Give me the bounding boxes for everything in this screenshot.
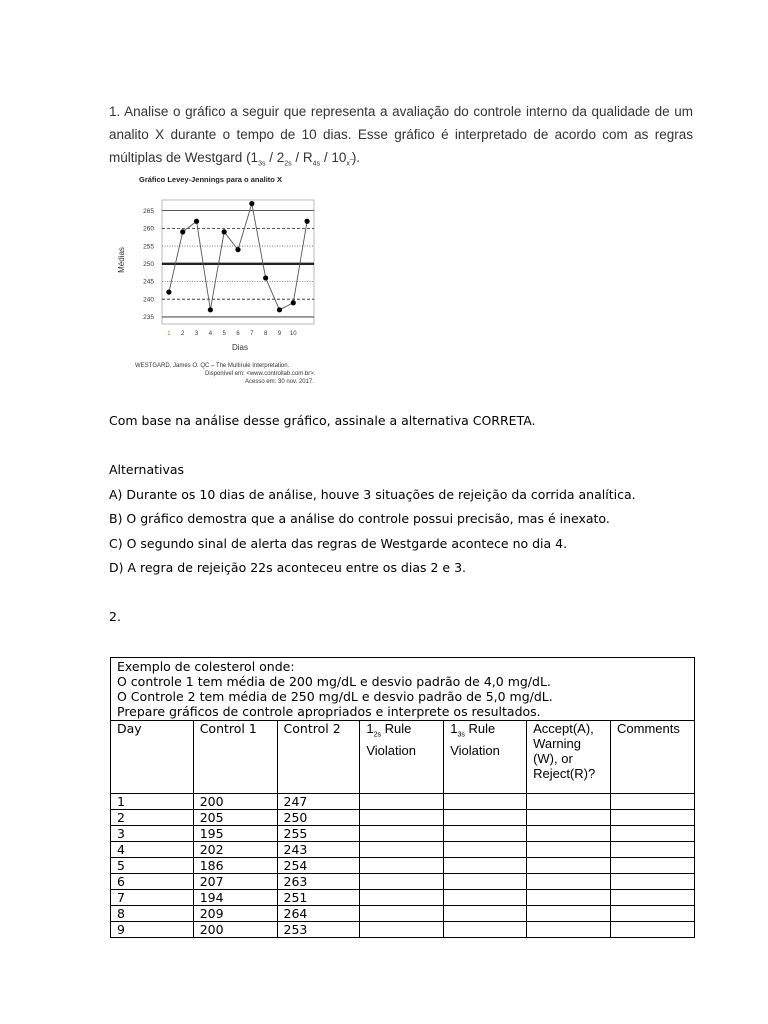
intro-line-4: Prepare gráficos de controle apropriados e interprete os resultados. [117, 704, 541, 719]
header-control-2: Control 2 [277, 721, 360, 794]
decision-cell[interactable] [527, 810, 611, 826]
decision-cell[interactable] [527, 874, 611, 890]
x-tick-label: 6 [236, 331, 240, 337]
day-cell: 5 [111, 858, 194, 874]
comments-cell[interactable] [611, 826, 695, 842]
data-point [263, 275, 268, 280]
table-row [111, 890, 695, 906]
day-cell: 2 [111, 810, 194, 826]
comments-cell[interactable] [611, 890, 695, 906]
control-1-cell: 207 [193, 874, 277, 890]
control-2-cell: 253 [277, 922, 360, 938]
control-1-cell: 200 [193, 794, 277, 810]
plot-frame [162, 200, 314, 324]
data-point [194, 219, 199, 224]
control-2-cell: 247 [277, 794, 360, 810]
comments-cell[interactable] [611, 858, 695, 874]
y-tick-label: 235 [143, 314, 154, 322]
data-point [277, 307, 282, 312]
decision-cell[interactable] [527, 922, 611, 938]
chart-source-line-2: Disponível em: <www.controllab.com.br>. [205, 371, 316, 377]
x-tick-label: 2 [181, 331, 185, 337]
x-tick-label: 3 [194, 331, 199, 337]
data-point [208, 307, 213, 312]
header-control-1: Control 1 [193, 721, 277, 794]
day-cell: 3 [111, 826, 194, 842]
chart-x-label: Dias [231, 343, 249, 352]
rule-1-2s-cell[interactable] [360, 922, 444, 938]
x-tick-label: 9 [277, 331, 282, 337]
day-cell: 7 [111, 890, 194, 906]
chart-y-label: Médias [117, 247, 126, 273]
control-1-cell: 205 [193, 810, 277, 826]
table-row [111, 858, 695, 874]
control-1-cell: 195 [193, 826, 277, 842]
control-1-cell: 200 [193, 922, 277, 938]
control-2-cell: 264 [277, 906, 360, 922]
decision-cell[interactable] [527, 842, 611, 858]
rule-1-2s-cell[interactable] [360, 842, 444, 858]
data-point [166, 290, 171, 295]
decision-cell[interactable] [527, 794, 611, 810]
chart-title: Gráfico Levey-Jennings para o analito X [139, 175, 282, 184]
header-accept-warning-reject: Accept(A), Warning (W), or Reject(R)? [527, 721, 611, 794]
control-2-cell: 250 [277, 810, 360, 826]
intro-line-2: O controle 1 tem média de 200 mg/dL e desvio padrão de 4,0 mg/dL. [117, 674, 551, 689]
y-tick-label: 260 [143, 225, 154, 233]
control-1-cell: 209 [193, 906, 277, 922]
comments-cell[interactable] [611, 906, 695, 922]
levey-jennings-chart [112, 170, 334, 390]
series-line [169, 204, 307, 310]
comments-cell[interactable] [611, 922, 695, 938]
control-2-cell: 263 [277, 874, 360, 890]
rule-1-3s-cell[interactable] [444, 890, 527, 906]
y-tick-label: 250 [143, 260, 154, 268]
table-row [111, 874, 695, 890]
header-1-3s-rule: $1_{3s}$ Rule Violation [444, 721, 527, 794]
data-point [291, 300, 296, 305]
x-tick-label: 1 [167, 331, 171, 337]
decision-cell[interactable] [527, 890, 611, 906]
table-row [111, 922, 695, 938]
day-cell: 8 [111, 906, 194, 922]
day-cell: 1 [111, 794, 194, 810]
decision-cell[interactable] [527, 826, 611, 842]
day-cell: 4 [111, 842, 194, 858]
question-prompt: Com base na análise desse gráfico, assinale a alternativa CORRETA. [109, 413, 536, 428]
alternative-c: C) O segundo sinal de alerta das regras de Westgarde acontece no dia 4. [109, 536, 568, 551]
rule-1-2s-cell[interactable] [360, 858, 444, 874]
rule-1-3s-cell[interactable] [444, 858, 527, 874]
chart-source-line-3: Acesso em: 30 nov. 2017. [245, 379, 314, 385]
alternative-d: D) A regra de rejeição 22s aconteceu entre os dias 2 e 3. [109, 560, 466, 575]
x-tick-label: 4 [208, 331, 213, 337]
question-2-label: 2. [109, 609, 121, 624]
x-tick-label: 7 [250, 331, 254, 337]
rule-1-2s-cell[interactable] [360, 826, 444, 842]
table-row [111, 826, 695, 842]
header-day: Day [111, 721, 194, 794]
table-row [111, 842, 695, 858]
table-intro [111, 658, 695, 721]
rule-1-2s-cell[interactable] [360, 874, 444, 890]
comments-cell[interactable] [611, 874, 695, 890]
y-tick-label: 240 [143, 296, 154, 304]
intro-line-3: O Controle 2 tem média de 250 mg/dL e desvio padrão de 5,0 mg/dL. [117, 689, 553, 704]
data-point [304, 219, 309, 224]
cholesterol-control-table [110, 657, 695, 938]
x-tick-label: 8 [263, 331, 268, 337]
rule-1-2s-cell[interactable] [360, 794, 444, 810]
comments-cell[interactable] [611, 794, 695, 810]
data-point [249, 201, 254, 206]
control-1-cell: 202 [193, 842, 277, 858]
control-2-cell: 254 [277, 858, 360, 874]
comments-cell[interactable] [611, 810, 695, 826]
comments-cell[interactable] [611, 842, 695, 858]
alternative-a: A) Durante os 10 dias de análise, houve 3 situações de rejeição da corrida analítica. [109, 487, 636, 502]
data-point [235, 247, 240, 252]
table-row [111, 810, 695, 826]
data-point [180, 229, 185, 234]
table-row [111, 794, 695, 810]
y-tick-label: 245 [143, 278, 154, 286]
day-cell: 6 [111, 874, 194, 890]
intro-line-1: Exemplo de colesterol onde: [117, 659, 295, 674]
rule-1-2s-cell[interactable] [360, 890, 444, 906]
alternatives-heading: Alternativas [109, 462, 185, 477]
rule-1-2s-cell[interactable] [360, 810, 444, 826]
rule-1-2s-cell[interactable] [360, 906, 444, 922]
day-cell: 9 [111, 922, 194, 938]
x-tick-label: 5 [222, 331, 226, 337]
y-tick-label: 265 [143, 207, 154, 215]
rule-1-3s-cell[interactable] [444, 874, 527, 890]
header-1-2s-rule: $1_{2s}$ Rule Violation [360, 721, 444, 794]
rule-1-3s-cell[interactable] [444, 810, 527, 826]
rule-1-3s-cell[interactable] [444, 842, 527, 858]
control-2-cell: 255 [277, 826, 360, 842]
control-1-cell: 194 [193, 890, 277, 906]
control-2-cell: 251 [277, 890, 360, 906]
rule-1-3s-cell[interactable] [444, 794, 527, 810]
control-2-cell: 243 [277, 842, 360, 858]
x-tick-label: 10 [289, 331, 297, 337]
rule-1-3s-cell[interactable] [444, 906, 527, 922]
decision-cell[interactable] [527, 906, 611, 922]
decision-cell[interactable] [527, 858, 611, 874]
header-comments: Comments [611, 721, 695, 794]
rule-1-3s-cell[interactable] [444, 922, 527, 938]
alternative-b: B) O gráfico demostra que a análise do controle possui precisão, mas é inexato. [109, 511, 610, 526]
table-row [111, 906, 695, 922]
question-1-text: 1. Analise o gráfico a seguir que representa a avaliação do controle interno da qualidade de um analito X durante o tempo de 10 dias. Esse gráfico é interpretado de acordo com as regras múltiplas de Westgard $(1_{3s} / 2_{2s} / R_{4s} / 10_{x ̅})$. [109, 104, 693, 168]
chart-source-line-1: WESTGARD, James O. QC – The Multirule Interpretation. [135, 363, 290, 369]
data-point [222, 229, 227, 234]
rule-1-3s-cell[interactable] [444, 826, 527, 842]
control-1-cell: 186 [193, 858, 277, 874]
y-tick-label: 255 [143, 243, 154, 251]
